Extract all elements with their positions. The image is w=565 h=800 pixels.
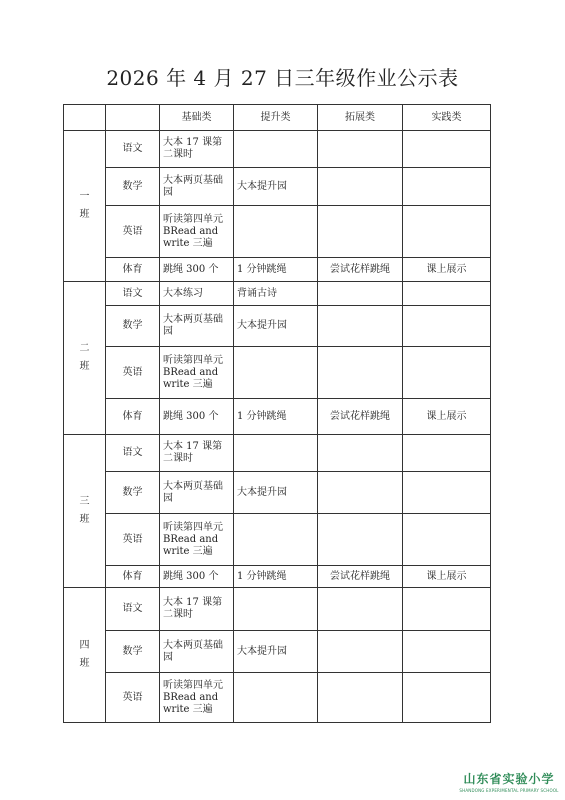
improve-cell: [234, 435, 318, 472]
improve-cell: 背诵古诗: [234, 282, 318, 306]
class-name-char: 三: [79, 496, 90, 507]
basic-cell: 听读第四单元 BRead and write 三遍: [160, 514, 234, 566]
expand-cell: 尝试花样跳绳: [318, 566, 403, 588]
expand-cell: [318, 282, 403, 306]
basic-cell: 大本 17 课第二课时: [160, 588, 234, 631]
table-row: [64, 399, 491, 435]
improve-cell: 大本提升园: [234, 306, 318, 347]
expand-cell: [318, 306, 403, 347]
expand-cell: [318, 347, 403, 399]
table-row: [64, 566, 491, 588]
table-row: [64, 258, 491, 282]
practice-cell: [403, 435, 491, 472]
practice-cell: [403, 168, 491, 206]
subject-cell: 语文: [106, 588, 160, 631]
expand-cell: [318, 472, 403, 514]
practice-cell: [403, 131, 491, 168]
improve-cell: [234, 206, 318, 258]
basic-cell: 跳绳 300 个: [160, 399, 234, 435]
expand-cell: [318, 631, 403, 673]
subject-cell: 英语: [106, 347, 160, 399]
improve-cell: [234, 131, 318, 168]
subject-cell: 数学: [106, 631, 160, 673]
table-row: [64, 306, 491, 347]
class-name-char: 班: [79, 658, 90, 669]
class-name-char: 班: [79, 209, 90, 220]
practice-cell: [403, 673, 491, 723]
table-row: [64, 588, 491, 631]
practice-cell: [403, 514, 491, 566]
subject-cell: 英语: [106, 673, 160, 723]
table-row: [64, 435, 491, 472]
header-cell: 实践类: [403, 105, 491, 131]
school-logo-english: SHANDONG EXPERIMENTAL PRIMARY SCHOOL: [459, 788, 559, 793]
table-row: [64, 673, 491, 723]
improve-cell: 1 分钟跳绳: [234, 566, 318, 588]
practice-cell: [403, 588, 491, 631]
basic-cell: 听读第四单元 BRead and write 三遍: [160, 347, 234, 399]
class-name-cell: [64, 435, 106, 588]
improve-cell: [234, 673, 318, 723]
improve-cell: 1 分钟跳绳: [234, 258, 318, 282]
table-row: [64, 472, 491, 514]
subject-cell: 语文: [106, 435, 160, 472]
practice-cell: [403, 472, 491, 514]
header-cell: [64, 105, 106, 131]
class-name-char: 班: [79, 361, 90, 372]
practice-cell: [403, 631, 491, 673]
homework-table: [63, 104, 491, 723]
expand-cell: [318, 131, 403, 168]
header-cell: 基础类: [160, 105, 234, 131]
class-name-cell: [64, 282, 106, 435]
basic-cell: 大本两页基础园: [160, 168, 234, 206]
header-cell: [106, 105, 160, 131]
class-name-cell: [64, 588, 106, 723]
basic-cell: 大本两页基础园: [160, 306, 234, 347]
improve-cell: 1 分钟跳绳: [234, 399, 318, 435]
practice-cell: [403, 206, 491, 258]
practice-cell: [403, 306, 491, 347]
practice-cell: 课上展示: [403, 566, 491, 588]
expand-cell: 尝试花样跳绳: [318, 399, 403, 435]
practice-cell: [403, 347, 491, 399]
school-logo-name: 山东省实验小学: [463, 772, 555, 786]
subject-cell: 语文: [106, 282, 160, 306]
table-row: [64, 206, 491, 258]
basic-cell: 大本两页基础园: [160, 631, 234, 673]
table-row: [64, 131, 491, 168]
header-cell: 提升类: [234, 105, 318, 131]
practice-cell: 课上展示: [403, 258, 491, 282]
improve-cell: [234, 347, 318, 399]
improve-cell: [234, 514, 318, 566]
table-row: [64, 282, 491, 306]
class-name-char: 一: [79, 191, 90, 202]
basic-cell: 大本两页基础园: [160, 472, 234, 514]
practice-cell: [403, 282, 491, 306]
subject-cell: 体育: [106, 566, 160, 588]
expand-cell: [318, 588, 403, 631]
subject-cell: 英语: [106, 206, 160, 258]
improve-cell: 大本提升园: [234, 472, 318, 514]
expand-cell: [318, 514, 403, 566]
class-name-char: 班: [79, 514, 90, 525]
table-row: [64, 514, 491, 566]
subject-cell: 体育: [106, 258, 160, 282]
basic-cell: 大本练习: [160, 282, 234, 306]
table-row: [64, 631, 491, 673]
expand-cell: 尝试花样跳绳: [318, 258, 403, 282]
basic-cell: 跳绳 300 个: [160, 258, 234, 282]
school-logo: [455, 770, 563, 793]
table-row: [64, 347, 491, 399]
basic-cell: 听读第四单元 BRead and write 三遍: [160, 206, 234, 258]
subject-cell: 语文: [106, 131, 160, 168]
basic-cell: 大本 17 课第二课时: [160, 435, 234, 472]
expand-cell: [318, 435, 403, 472]
page-title: 2026 年 4 月 27 日三年级作业公示表: [106, 66, 459, 90]
expand-cell: [318, 206, 403, 258]
subject-cell: 数学: [106, 306, 160, 347]
class-name-cell: [64, 131, 106, 282]
improve-cell: 大本提升园: [234, 168, 318, 206]
subject-cell: 体育: [106, 399, 160, 435]
subject-cell: 数学: [106, 472, 160, 514]
expand-cell: [318, 168, 403, 206]
basic-cell: 大本 17 课第二课时: [160, 131, 234, 168]
subject-cell: 数学: [106, 168, 160, 206]
improve-cell: [234, 588, 318, 631]
basic-cell: 听读第四单元 BRead and write 三遍: [160, 673, 234, 723]
improve-cell: 大本提升园: [234, 631, 318, 673]
class-name-char: 四: [79, 640, 90, 651]
header-cell: 拓展类: [318, 105, 403, 131]
basic-cell: 跳绳 300 个: [160, 566, 234, 588]
expand-cell: [318, 673, 403, 723]
table-row: [64, 168, 491, 206]
practice-cell: 课上展示: [403, 399, 491, 435]
header-row: [64, 105, 491, 131]
subject-cell: 英语: [106, 514, 160, 566]
class-name-char: 二: [79, 343, 90, 354]
